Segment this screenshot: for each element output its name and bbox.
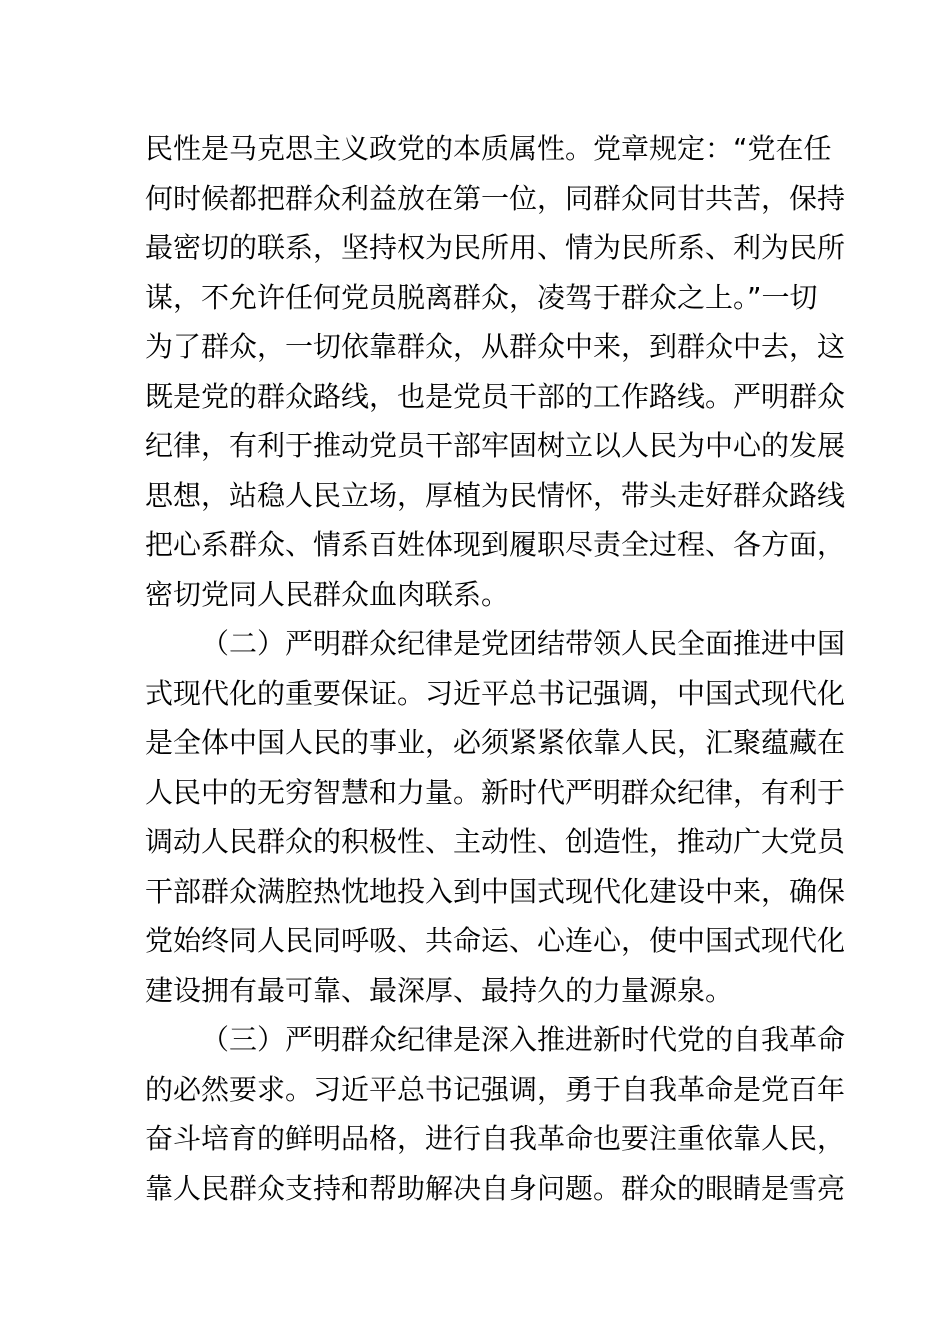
paragraph-3-line: 靠人民群众支持和帮助解决自身问题。群众的眼睛是雪亮 <box>145 1171 846 1205</box>
paragraph-1-line: 何时候都把群众利益放在第一位，同群众同甘共苦，保持 <box>145 181 846 215</box>
paragraph-1-line: 最密切的联系，坚持权为民所用、情为民所系、利为民所 <box>145 231 846 264</box>
paragraph-3-first-line: （三）严明群众纪律是深入推进新时代党的自我革命 <box>201 1023 846 1056</box>
paragraph-1-line: 既是党的群众路线，也是党员干部的工作路线。严明群众 <box>145 379 846 413</box>
paragraph-1-line: 把心系群众、情系百姓体现到履职尽责全过程、各方面， <box>145 528 846 561</box>
paragraph-3-line: 的必然要求。习近平总书记强调，勇于自我革命是党百年 <box>145 1072 846 1106</box>
paragraph-1-line: 思想，站稳人民立场，厚植为民情怀，带头走好群众路线 <box>145 478 846 512</box>
paragraph-2-line: 人民中的无穷智慧和力量。新时代严明群众纪律，有利于 <box>145 775 846 809</box>
document-body <box>145 124 846 1213</box>
paragraph-2-line: 党始终同人民同呼吸、共命运、心连心，使中国式现代化 <box>145 924 846 957</box>
paragraph-1-line: 纪律，有利于推动党员干部牢固树立以人民为中心的发展 <box>145 429 846 462</box>
paragraph-1-line: 谋，不允许任何党员脱离群众，凌驾于群众之上。”一切 <box>145 280 818 314</box>
paragraph-2-line: 是全体中国人民的事业，必须紧紧依靠人民，汇聚蕴藏在 <box>145 726 846 759</box>
paragraph-1-line: 密切党同人民群众血肉联系。 <box>145 577 510 611</box>
paragraph-2-line: 调动人民群众的积极性、主动性、创造性，推动广大党员 <box>145 825 846 858</box>
paragraph-2-line: 式现代化的重要保证。习近平总书记强调，中国式现代化 <box>145 676 846 710</box>
paragraph-2-line: 建设拥有最可靠、最深厚、最持久的力量源泉。 <box>145 973 734 1007</box>
paragraph-2-first-line: （二）严明群众纪律是党团结带领人民全面推进中国 <box>201 627 846 660</box>
paragraph-2-line: 干部群众满腔热忱地投入到中国式现代化建设中来，确保 <box>145 874 846 908</box>
paragraph-3-line: 奋斗培育的鲜明品格，进行自我革命也要注重依靠人民， <box>145 1122 846 1155</box>
paragraph-1-line: 为了群众，一切依靠群众，从群众中来，到群众中去，这 <box>145 330 846 363</box>
paragraph-1-line: 民性是马克思主义政党的本质属性。党章规定：“党在任 <box>145 132 832 165</box>
